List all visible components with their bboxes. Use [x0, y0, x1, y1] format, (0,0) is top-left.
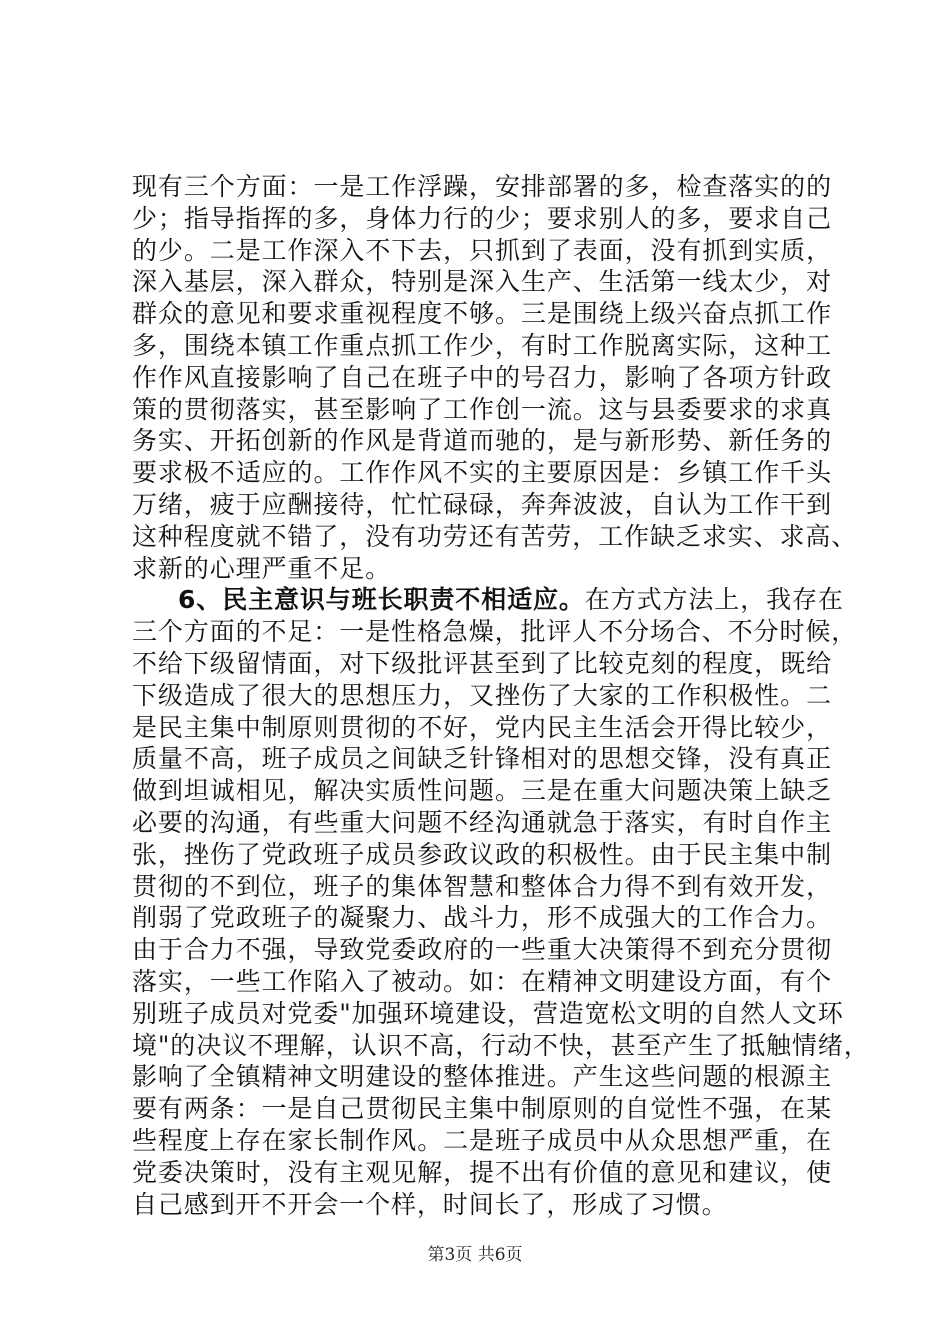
- text-line: 党委决策时，没有主观见解，提不出有价值的意见和建议，使: [132, 1157, 832, 1187]
- page-number-footer: 第3页 共6页: [427, 1245, 523, 1265]
- text-line: 万绪，疲于应酬接待，忙忙碌碌，奔奔波波，自认为工作干到: [132, 489, 832, 519]
- paragraph-first-line: [132, 584, 844, 616]
- text-line: 求新的心理严重不足。: [132, 553, 392, 583]
- text-line: 要有两条：一是自己贯彻民主集中制原则的自觉性不强，在某: [132, 1094, 832, 1124]
- text-line: 些程度上存在家长制作风。二是班子成员中从众思想严重，在: [132, 1125, 832, 1155]
- text-line: 少；指导指挥的多，身体力行的少；要求别人的多，要求自己: [132, 203, 832, 233]
- text-line: 削弱了党政班子的凝聚力、战斗力，形不成强大的工作合力。: [132, 903, 832, 933]
- text-line: 境"的决议不理解，认识不高，行动不快，甚至产生了抵触情绪，: [132, 1030, 870, 1060]
- document-body: [132, 171, 870, 1220]
- text-line: 深入基层，深入群众，特别是深入生产、生活第一线太少，对: [132, 267, 832, 297]
- text-line: 的少。二是工作深入不下去，只抓到了表面，没有抓到实质，: [132, 235, 832, 265]
- text-line: 务实、开拓创新的作风是背道而驰的，是与新形势、新任务的: [132, 426, 832, 456]
- text-line: 下级造成了很大的思想压力，又挫伤了大家的工作积极性。二: [132, 680, 832, 710]
- text-line: 落实，一些工作陷入了被动。如：在精神文明建设方面，有个: [132, 966, 832, 996]
- text-line: 三个方面的不足：一是性格急燥，批评人不分场合、不分时候，: [132, 617, 858, 647]
- text-line: 质量不高，班子成员之间缺乏针锋相对的思想交锋，没有真正: [132, 744, 832, 774]
- text-line: 自己感到开不开会一个样，时间长了，形成了习惯。: [132, 1189, 728, 1219]
- text-line: 张，挫伤了党政班子成员参政议政的积极性。由于民主集中制: [132, 839, 832, 869]
- paragraph-1: [132, 171, 858, 584]
- text-line: 策的贯彻落实，甚至影响了工作创一流。这与县委要求的求真: [132, 394, 832, 424]
- text-line: 群众的意见和要求重视程度不够。三是围绕上级兴奋点抓工作: [132, 299, 832, 329]
- paragraph-2: [132, 584, 870, 1220]
- text-line: 由于合力不强，导致党委政府的一些重大决策得不到充分贯彻: [132, 935, 832, 965]
- text-line: 是民主集中制原则贯彻的不好，党内民主生活会开得比较少，: [132, 712, 832, 742]
- text-line: 别班子成员对党委"加强环境建设，营造宽松文明的自然人文环: [132, 998, 844, 1028]
- text-line: 贯彻的不到位，班子的集体智慧和整体合力得不到有效开发，: [132, 871, 832, 901]
- text-line: 要求极不适应的。工作作风不实的主要原因是：乡镇工作千头: [132, 458, 832, 488]
- text-line: 影响了全镇精神文明建设的整体推进。产生这些问题的根源主: [132, 1062, 832, 1092]
- text-line: 这种程度就不错了，没有功劳还有苦劳，工作缺乏求实、求高、: [132, 521, 858, 551]
- text-line: 多，围绕本镇工作重点抓工作少，有时工作脱离实际，这种工: [132, 330, 832, 360]
- text-line: 不给下级留情面，对下级批评甚至到了比较克刻的程度，既给: [132, 648, 832, 678]
- text-line: 现有三个方面：一是工作浮躁，安排部署的多，检查落实的的: [132, 172, 832, 201]
- text-line: 做到坦诚相见，解决实质性问题。三是在重大问题决策上缺乏: [132, 776, 832, 806]
- heading-followup-text: 在方式方法上，我存在: [584, 585, 844, 615]
- text-line: 作作风直接影响了自己在班子中的号召力，影响了各项方针政: [132, 362, 832, 392]
- text-line: 必要的沟通，有些重大问题不经沟通就急于落实，有时自作主: [132, 807, 832, 837]
- section-heading: 6、民主意识与班长职责不相适应。: [178, 585, 585, 615]
